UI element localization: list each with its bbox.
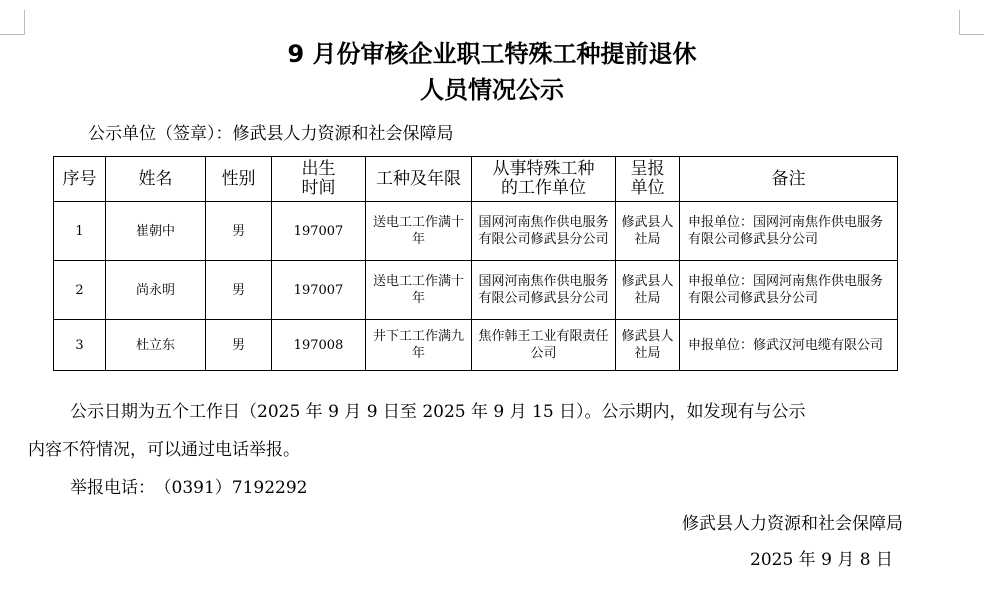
signature-organization: 修武县人力资源和社会保障局: [682, 514, 903, 534]
cell-gender: 男: [206, 320, 272, 371]
table-row: [54, 320, 898, 371]
table-header-row: [54, 157, 898, 202]
document-title-line1: 9 月份审核企业职工特殊工种提前退休: [287, 40, 697, 68]
header-birth-line2: 时间: [301, 178, 336, 198]
table-row: [54, 261, 898, 320]
cell-birth: 197007: [272, 202, 366, 261]
cell-submitter: 修武县人社局: [616, 320, 680, 371]
cell-birth: 197008: [272, 320, 366, 371]
header-submitter: [616, 157, 680, 202]
header-birth-line1: 出生: [301, 159, 336, 179]
cell-employer: 国网河南焦作供电服务有限公司修武县分公司: [472, 261, 616, 320]
header-employer-line1: 从事特殊工种: [492, 159, 595, 179]
cell-seq: 2: [54, 261, 106, 320]
retirement-roster-table: [53, 156, 898, 371]
cell-job: 送电工工作满十年: [366, 202, 472, 261]
cell-remark: 申报单位：国网河南焦作供电服务有限公司修武县分公司: [680, 202, 898, 261]
header-employer: [472, 157, 616, 202]
header-seq: 序号: [54, 157, 106, 202]
document-title-line2: 人员情况公示: [420, 76, 564, 104]
cell-employer: 焦作韩王工业有限责任公司: [472, 320, 616, 371]
cell-name: 杜立东: [106, 320, 206, 371]
cell-remark: 申报单位：修武汉河电缆有限公司: [680, 320, 898, 371]
notice-paragraph-line2: 内容不符情况，可以通过电话举报。: [28, 440, 300, 460]
cell-gender: 男: [206, 261, 272, 320]
cell-job: 井下工工作满九年: [366, 320, 472, 371]
header-employer-line2: 的工作单位: [501, 178, 586, 198]
header-job: 工种及年限: [366, 157, 472, 202]
cell-name: 崔朝中: [106, 202, 206, 261]
header-submitter-line2: 单位: [630, 178, 665, 198]
header-submitter-line1: 呈报: [630, 159, 665, 179]
cell-name: 尚永明: [106, 261, 206, 320]
header-name: 姓名: [106, 157, 206, 202]
page-corner-mark-right: [959, 10, 984, 35]
cell-submitter: 修武县人社局: [616, 261, 680, 320]
header-birth: [272, 157, 366, 202]
publishing-unit-line: 公示单位（签章）：修武县人力资源和社会保障局: [88, 124, 454, 144]
signature-date: 2025 年 9 月 8 日: [750, 550, 893, 570]
table-row: [54, 202, 898, 261]
cell-gender: 男: [206, 202, 272, 261]
header-gender: 性别: [206, 157, 272, 202]
cell-remark: 申报单位：国网河南焦作供电服务有限公司修武县分公司: [680, 261, 898, 320]
cell-birth: 197007: [272, 261, 366, 320]
report-phone-number: （0391）7192292: [163, 478, 308, 498]
notice-paragraph-line1: 公示日期为五个工作日（2025 年 9 月 9 日至 2025 年 9 月 15 日）。公示期内，如发现有与公示: [70, 402, 806, 422]
cell-employer: 国网河南焦作供电服务有限公司修武县分公司: [472, 202, 616, 261]
cell-seq: 3: [54, 320, 106, 371]
cell-seq: 1: [54, 202, 106, 261]
page-corner-mark-left: [0, 10, 25, 35]
report-phone-label: 举报电话：: [70, 478, 155, 498]
cell-job: 送电工工作满十年: [366, 261, 472, 320]
cell-submitter: 修武县人社局: [616, 202, 680, 261]
header-remark: 备注: [680, 157, 898, 202]
report-phone-line: [70, 474, 307, 502]
